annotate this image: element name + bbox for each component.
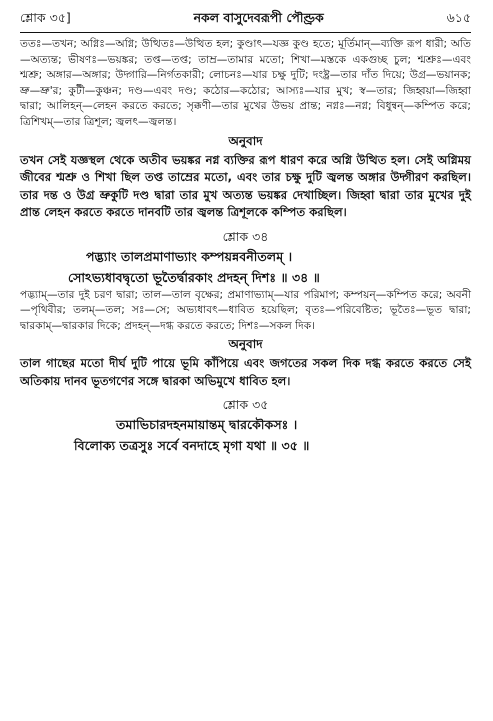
translation-heading-34: অনুবাদ [228,337,263,352]
verse-35-number: শ্লোক ৩৫ [222,397,269,413]
header-rule [20,32,471,33]
translation-34: তাল গাছের মতো দীর্ঘ দুটি পায়ে ভূমি কাঁপিয়ে এবং জগতের সকল দিক দগ্ধ করতে করতে সেই অতিকায় দানব ভূতগণের সঙ্গে দ্বারকা অভিমুখে ধাবিত হল। [20,356,471,388]
verse-34-line-2: সোঽভ্যধাবদ্বৃতো ভূতৈর্দ্বারকাং প্রদহন্ দিশঃ ॥ ৩৪ ॥ [68,269,320,285]
word-meaning-34: পদ্ভ্যাম্—তার দুই চরণ দ্বারা; তাল—তাল বৃক্ষের; প্রমাণাভ্যাম্—যার পরিমাপ; কম্পয়ন্—কম্পিত করে; অবনী—পৃথিবীর; তলম্—তল; সঃ—সে; অভ্যধাবৎ—ধাবিত হয়েছিল; বৃতঃ—পরিবেষ্টিত; ভূতৈঃ—ভূত দ্বারা; দ্বারকাম্—দ্বারকার দিকে; প্রদহন্—দগ্ধ করতে করতে; দিশঃ—সকল দিক। [20,288,471,332]
header-verse-ref: শ্লোক ৩৫] [20,10,71,25]
page-header [20,10,471,26]
verse-35-line-1: তমাভিচারদহনমায়ান্তম্ দ্বারকৌকসঃ । [116,417,298,433]
translation-33: তখন সেই যজ্ঞস্থল থেকে অতীব ভয়ঙ্কর নগ্ন ব্যক্তির রূপ ধারণ করে অগ্নি উত্থিত হল। সেই অগ্নিময় জীবের শ্মশ্রু ও শিখা ছিল তপ্ত তাম্রের মতো, এবং তার চক্ষু দুটি জ্বলন্ত অঙ্গার উদ্গীরণ করছিল। তার দন্ত ও উগ্র ভ্রুকুটি দণ্ড দ্বারা তার মুখ অত্যন্ত ভয়ঙ্কর দেখাচ্ছিল। জিহ্বা দ্বারা তার মুখের দুই প্রান্ত লেহন করতে করতে দানবটি তার জ্বলন্ত ত্রিশূলকে কম্পিত করছিল। [20,152,471,220]
verse-34-number: শ্লোক ৩৪ [222,228,269,244]
word-meaning-33: ততঃ—তখন; অগ্নিঃ—অগ্নি; উত্থিতঃ—উত্থিত হল; কুণ্ডাৎ—যজ্ঞ কুণ্ড হতে; মূর্তিমান্—ব্যক্তি রূপ ধারী; অতি—অত্যন্ত; ভীষণঃ—ভয়ঙ্কর; তপ্ত—তপ্ত; তাম্র—তামার মতো; শিখা—মস্তকে একগুচ্ছ চুল; শ্মশ্রুঃ—এবং শ্মশ্রু; অঙ্গার—অঙ্গার; উদ্গারি—নির্গতকারী; লোচনঃ—যার চক্ষু দুটি; দংষ্ট্র—তার দাঁত দিয়ে; উগ্র—ভয়ানক; ভ্রু—ভ্রু'র; কুটী—কুঞ্চন; দণ্ড—এবং দণ্ড; কঠোর—কঠোর; আস্যঃ—যার মুখ; স্ব—তার; জিহ্বয়া—জিহ্বা দ্বারা; আলিহন্—লেহন করতে করতে; সৃক্কণী—তার মুখের উভয় প্রান্ত; নগ্নঃ—নগ্ন; বিধুন্বন্—কম্পিত করে; ত্রিশিখম্—তার ত্রিশূল; জ্বলৎ—জ্বলন্ত। [20,38,471,128]
header-chapter-title: নকল বাসুদেবরূপী পৌণ্ড্রক [193,10,324,25]
verse-35-line-2: বিলোক্য তত্রসুঃ সর্বে বনদাহে মৃগা যথা ॥ ৩৫ ॥ [74,438,310,454]
verse-34-line-1: পদ্ভ্যাং তালপ্রমাণাভ্যাং কম্পয়ন্নবনীতলম্ । [86,248,293,264]
header-page-number: ৬১৫ [446,10,471,25]
translation-heading-33: অনুবাদ [228,133,263,148]
